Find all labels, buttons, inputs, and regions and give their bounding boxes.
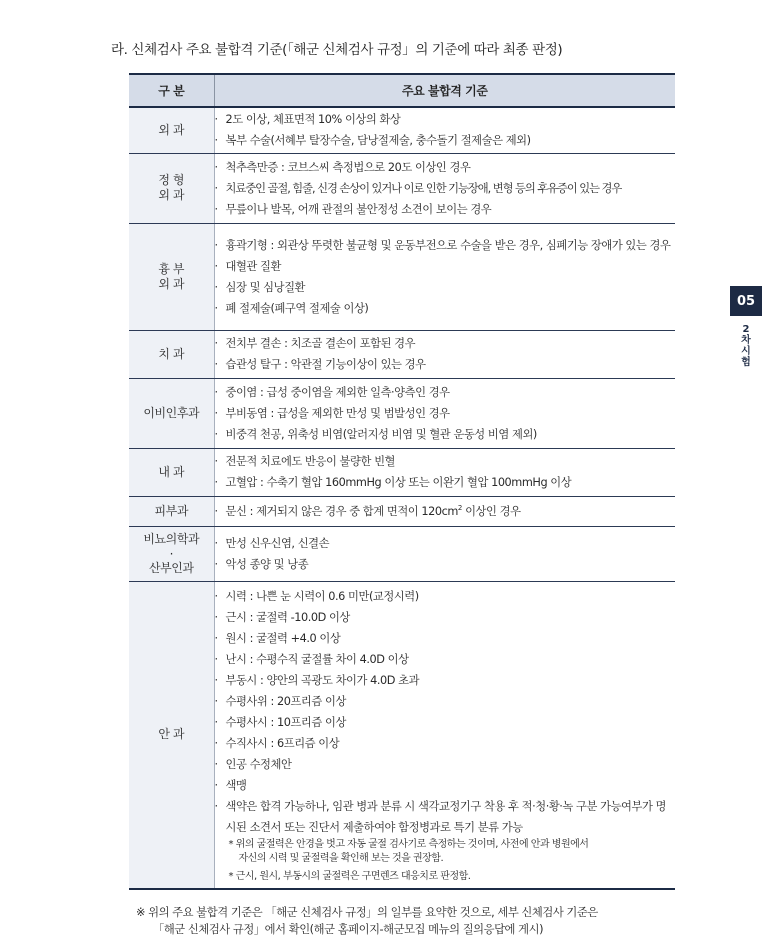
list-item: · 부동시 : 양안의 곡광도 차이가 4.0D 초과 <box>214 673 420 687</box>
criteria-cell <box>214 448 675 496</box>
section-title: 라. 신체검사 주요 불합격 기준(「해군 신체검사 규정」의 기준에 따라 최종 판정) <box>111 42 563 58</box>
list-item: · 악성 종양 및 낭종 <box>214 557 309 571</box>
category-label: 외 과 <box>158 188 185 202</box>
criteria-cell <box>214 378 675 448</box>
list-item: · 수평사위 : 20프리즘 이상 <box>214 694 346 708</box>
list-item: · 부비동염 : 급성을 제외한 만성 및 범발성인 경우 <box>214 406 450 420</box>
list-item: · 대혈관 질환 <box>214 259 281 273</box>
note-line: 자신의 시력 및 굴절력을 확인해 보는 것을 권장함. <box>238 853 444 864</box>
footnote <box>136 904 676 938</box>
list-item: · 고혈압 : 수축기 혈압 160mmHg 이상 또는 이완기 혈압 100mmHg 이상 <box>214 476 572 489</box>
table-row <box>129 330 675 378</box>
list-item: · 척추측만증 : 코브스씨 측정법으로 20도 이상인 경우 <box>214 160 471 174</box>
table-row <box>129 496 675 526</box>
list-item: · 중이염 : 급성 중이염을 제외한 일측·양측인 경우 <box>214 385 450 399</box>
criteria-cell <box>214 496 675 526</box>
list-item: · 비중격 천공, 위축성 비염(알러지성 비염 및 혈관 운동성 비염 제외) <box>214 427 537 441</box>
category-label: 피부과 <box>154 503 188 518</box>
list-item: · 심장 및 심낭질환 <box>214 280 306 294</box>
category-label: 이비인후과 <box>143 405 200 420</box>
chapter-tab[interactable]: 05 <box>730 286 762 316</box>
list-item: · 무릎이나 발목, 어깨 관절의 불안정성 소견이 보이는 경우 <box>214 202 492 216</box>
criteria-cell <box>214 153 675 223</box>
list-item: · 난시 : 수평수직 굴절률 차이 4.0D 이상 <box>214 652 409 666</box>
category-separator: · <box>169 546 173 561</box>
criteria-cell <box>214 330 675 378</box>
header-category: 구 분 <box>129 74 214 107</box>
list-item: · 시력 : 나쁜 눈 시력이 0.6 미만(교정시력) <box>214 589 419 603</box>
category-cell <box>129 153 214 223</box>
table-header-row <box>129 74 675 107</box>
note-line: * 위의 굴절력은 안경을 벗고 자동 굴절 검사기로 측정하는 것이며, 사전에 안과 병원에서 <box>228 838 589 850</box>
table-row <box>129 448 675 496</box>
category-label: 정 형 <box>158 173 185 187</box>
category-label: 외 과 <box>158 276 185 291</box>
chapter-label: 2 차 시 험 <box>741 324 751 368</box>
table-row <box>129 378 675 448</box>
criteria-cell <box>214 223 675 330</box>
category-cell <box>129 448 214 496</box>
footnote-line: ※ 위의 주요 불합격 기준은 「해군 신체검사 규정」의 일부를 요약한 것으로, 세부 신체검사 기준은 <box>136 906 598 919</box>
list-item: · 습관성 탈구 : 악관절 기능이상이 있는 경우 <box>214 358 426 371</box>
category-label: 외 과 <box>158 122 185 137</box>
table-row <box>129 153 675 223</box>
list-item: · 색맹 <box>214 778 247 792</box>
list-item: · 전치부 결손 : 치조골 결손이 포함된 경우 <box>214 337 416 350</box>
table-row <box>129 581 675 889</box>
list-item: · 수평사시 : 10프리즘 이상 <box>214 715 346 729</box>
criteria-table <box>129 73 675 890</box>
category-label: 비뇨의학과 <box>143 531 200 546</box>
list-item: · 색약은 합격 가능하나, 임관 병과 분류 시 색각교정기구 착용 후 적·청·황·녹 구분 가능여부가 명시된 소견서 또는 진단서 제출하여야 함정병과로 특기 분류 가능 <box>214 799 667 834</box>
list-item: · 전문적 치료에도 반응이 불량한 빈혈 <box>214 455 396 468</box>
note-line: * 근시, 원시, 부동시의 굴절력은 구면렌즈 대응치로 판정함. <box>228 870 471 882</box>
criteria-cell <box>214 581 675 889</box>
category-label: 내 과 <box>158 464 185 479</box>
category-label: 안 과 <box>158 727 185 742</box>
category-cell <box>129 526 214 581</box>
list-item: · 2도 이상, 체표면적 10% 이상의 화상 <box>214 113 401 127</box>
category-cell <box>129 581 214 889</box>
category-cell <box>129 107 214 153</box>
table-row <box>129 223 675 330</box>
list-item: · 복부 수술(서혜부 탈장수술, 담낭절제술, 충수돌기 절제술은 제외) <box>214 134 531 148</box>
criteria-cell <box>214 107 675 153</box>
category-cell <box>129 378 214 448</box>
list-item: · 원시 : 굴절력 +4.0 이상 <box>214 631 341 645</box>
category-label: 치 과 <box>158 346 185 361</box>
category-label: 산부인과 <box>148 560 194 575</box>
list-item: · 흉곽기형 : 외관상 뚜렷한 불균형 및 운동부전으로 수술을 받은 경우, 심폐기능 장애가 있는 경우 <box>214 238 671 252</box>
list-item: · 폐 절제술(폐구역 절제술 이상) <box>214 301 369 315</box>
category-cell <box>129 330 214 378</box>
list-item: · 치료중인 골절, 힘줄, 신경 손상이 있거나 이로 인한 기능장애, 변형 등의 후유증이 있는 경우 <box>214 181 622 195</box>
header-criteria: 주요 불합격 기준 <box>214 74 675 107</box>
category-cell <box>129 496 214 526</box>
list-item: · 수직사시 : 6프리즘 이상 <box>214 736 340 750</box>
list-item: · 만성 신우신염, 신결손 <box>214 536 330 550</box>
table-row <box>129 107 675 153</box>
superscript: 2 <box>457 503 462 512</box>
category-cell <box>129 223 214 330</box>
table-row <box>129 526 675 581</box>
list-item: · 근시 : 굴절력 -10.0D 이상 <box>214 610 350 624</box>
category-label: 흉 부 <box>158 261 185 276</box>
list-item: · 인공 수정체안 <box>214 757 292 771</box>
criteria-cell <box>214 526 675 581</box>
footnote-line: 「해군 신체검사 규정」에서 확인(해군 홈페이지-해군모집 메뉴의 질의응답에 게시) <box>153 923 544 936</box>
list-item: · 문신 : 제거되지 않은 경우 중 합계 면적이 $120cm^2$ 이상인 경우 <box>214 503 521 518</box>
